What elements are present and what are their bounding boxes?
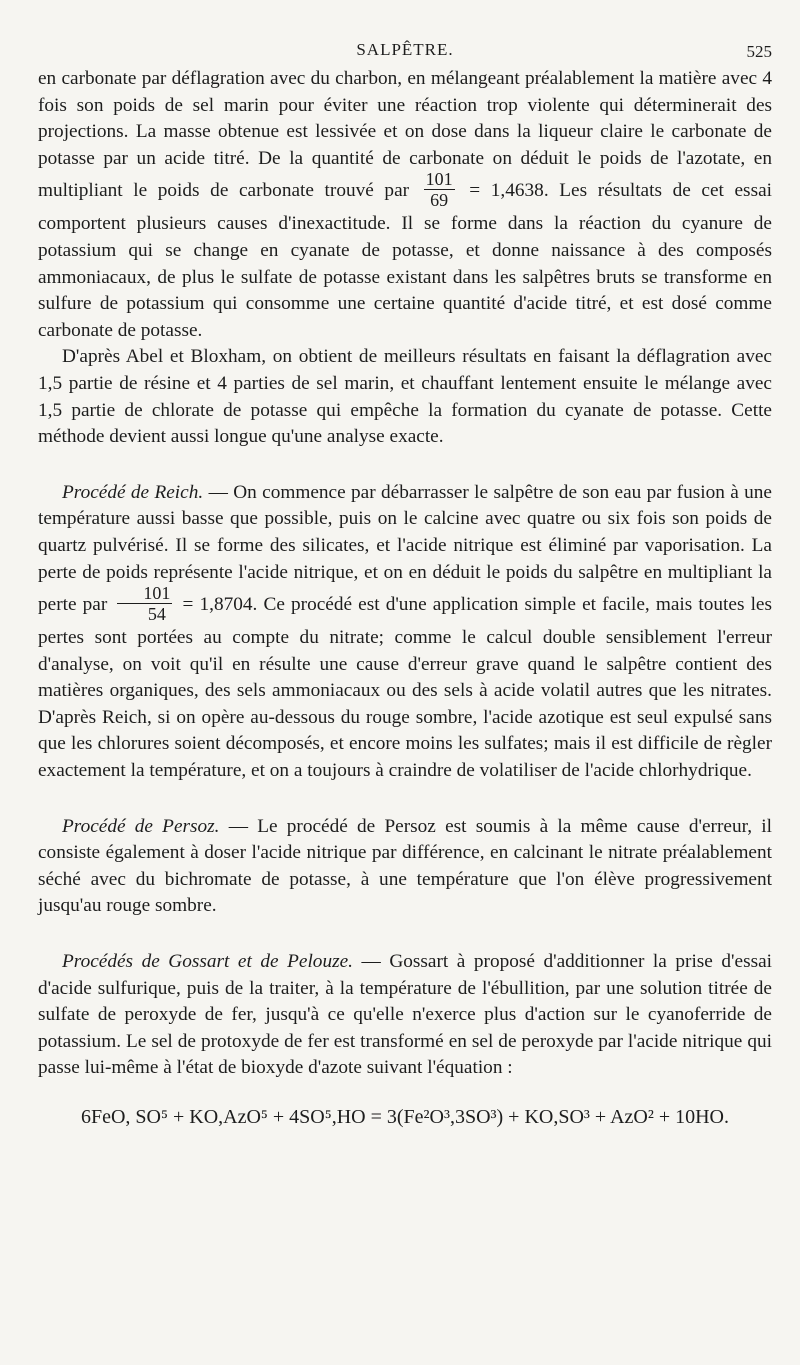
section-heading-reich: Procédé de Reich.: [62, 481, 204, 503]
fraction-101-54: [117, 584, 172, 623]
paragraph-abel-bloxham: D'après Abel et Bloxham, on obtient de meilleurs résultats en faisant la déflagration avec 1,5 partie de résine et 4 parties de sel marin, et chauffant lentement ensuite le mélange avec 1,5 partie de chlorate de potasse qui empêche la formation du cyanate de potasse. Cette méthode devient aussi longue qu'une analyse exacte.: [38, 346, 772, 448]
running-title: SALPÊTRE.: [356, 40, 454, 59]
fraction-numerator: 101: [117, 584, 172, 604]
chemical-equation: 6FeO, SO⁵ + KO,AzO⁵ + 4SO⁵,HO = 3(Fe²O³,3SO³) + KO,SO³ + AzO² + 10HO.: [80, 1106, 730, 1128]
fraction-numerator: 101: [425, 169, 453, 190]
fraction-denominator: 54: [147, 604, 166, 625]
section-gossart-pelouze: [38, 949, 772, 1082]
running-head: [38, 36, 772, 66]
section-reich: [38, 480, 772, 785]
paragraph-carbonate: [38, 66, 772, 344]
paragraph-text: en carbonate par déflagration avec du charbon, en mélangeant préalablement la matière avec 4 fois son poids de sel marin pour éviter une réaction trop violente qui déterminerait des projections. La masse obtenue est lessivée et on dose dans la liqueur claire le carbonate de potasse par un acide titré. De la quantité de carbonate on déduit le poids de l'azotate, en multipliant le poids de carbonate trouvé par: [38, 68, 772, 202]
section-gap: [38, 920, 772, 949]
section-gap: [38, 451, 772, 480]
paragraph-text: = 1,4638. Les résultats de cet essai comportent plusieurs causes d'inexactitude. Il se forme dans la réaction du cyanure de potassium qui se change en cyanate de potasse, et donne naissance à des composés ammoniacaux, de plus le sulfate de potasse existant dans les salpêtres bruts se transforme en sulfure de potassium qui consomme une certaine quantité d'acide titré, et est dosé comme carbonate de potasse.: [38, 180, 772, 341]
fraction-101-69: [424, 170, 455, 209]
paragraph-text: — Le procédé de Persoz est soumis à la même cause d'erreur, il consiste également à doser l'acide nitrique par différence, en calcinant le nitrate préalablement séché avec du bichromate de potasse, à une température que l'on élève progressivement jusqu'au rouge sombre.: [38, 815, 772, 917]
paragraph-text: = 1,8704. Ce procédé est d'une application simple et facile, mais toutes les pertes sont portées au compte du nitrate; comme le calcul double sensiblement l'erreur d'analyse, on voit qu'il en résulte une cause d'erreur grave quand le salpêtre contient des matières organiques, des sels ammoniacaux ou des sels à acide volatil autres que les nitrates. D'après Reich, si on opère au-dessous du rouge sombre, l'acide azotique est seul expulsé sans que les chlorures soient décomposés, et encore moins les sulfates; mais il est difficile de règler exactement la température, et on a toujours à craindre de volatiliser de l'acide chlorhydrique.: [38, 594, 772, 782]
paragraph-text: — On commence par débarrasser le salpêtre de son eau par fusion à une température aussi basse que possible, puis on le calcine avec quatre ou six fois son poids de quartz pulvérisé. Il se forme des silicates, et l'acide nitrique est éliminé par vaporisation. La perte de poids représente l'acide nitrique, et on en déduit le poids du salpêtre en multipliant la perte par: [38, 481, 772, 616]
section-heading-persoz: Procédé de Persoz.: [62, 815, 220, 837]
section-gap: [38, 785, 772, 814]
paragraph-text: — Gossart à proposé d'additionner la prise d'essai d'acide sulfurique, puis de la traiter, à la température de l'ébullition, par une solution titrée de sulfate de peroxyde de fer, jusqu'à ce qu'elle n'exerce plus d'action sur le cyanoferride de potassium. Le sel de protoxyde de fer est transformé en sel de peroxyde par l'acide nitrique qui passe lui-même à l'état de bioxyde d'azote suivant l'équation :: [38, 951, 772, 1079]
fraction-denominator: 69: [430, 190, 449, 211]
section-heading-gossart: Procédés de Gossart et de Pelouze.: [62, 951, 353, 973]
section-persoz: [38, 814, 772, 920]
page-number: 525: [746, 42, 772, 61]
